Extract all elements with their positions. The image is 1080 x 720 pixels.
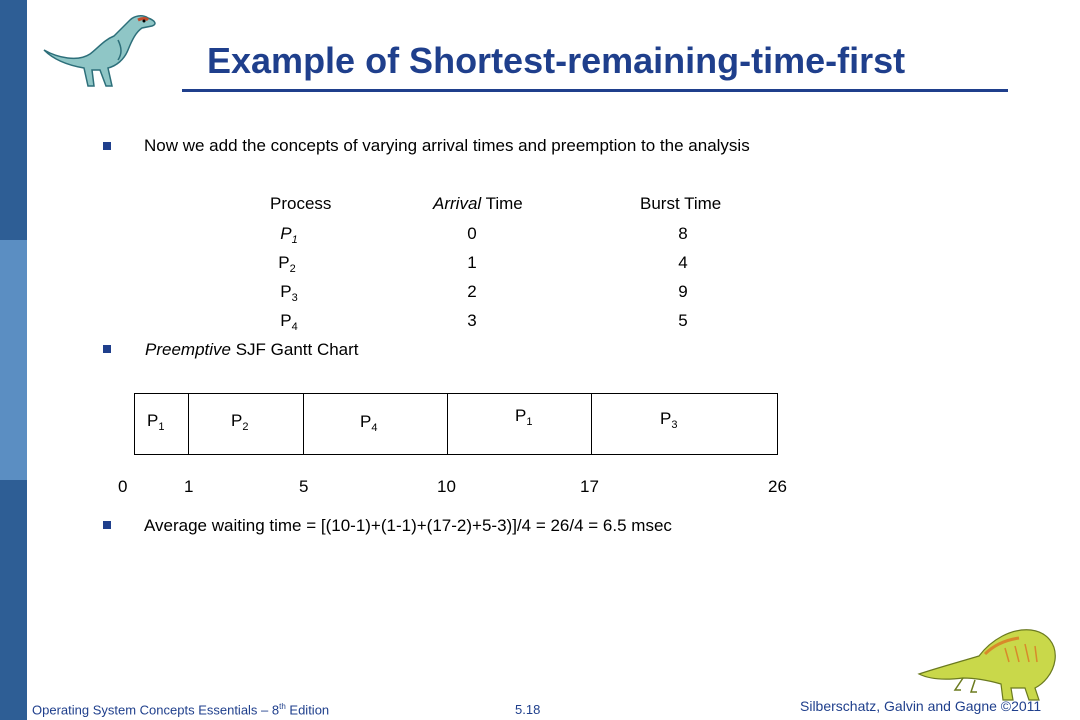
arrival-cell: 2 xyxy=(467,282,477,301)
gantt-divider xyxy=(303,393,304,455)
dinosaur-illustration-icon xyxy=(915,618,1063,702)
footer-copyright: Silberschatz, Galvin and Gagne ©2011 xyxy=(800,698,1042,714)
gantt-tick-label: 1 xyxy=(184,477,194,496)
gantt-tick-label: 17 xyxy=(580,477,599,496)
sidebar-segment-light xyxy=(0,240,27,480)
header-burst-time: Burst Time xyxy=(640,194,722,213)
header-arrival-italic: Arrival xyxy=(433,194,482,213)
arrival-cell: 0 xyxy=(467,224,477,243)
title-underline xyxy=(182,89,1008,92)
burst-cell: 9 xyxy=(678,282,688,301)
arrival-cell: 1 xyxy=(467,253,477,272)
process-cell: $P_1$ xyxy=(280,224,298,246)
gantt-divider xyxy=(447,393,448,455)
gantt-divider xyxy=(188,393,189,455)
gantt-segment-label: $P_1$ xyxy=(147,411,165,433)
header-process: Process xyxy=(270,194,332,213)
dinosaur-logo-icon xyxy=(38,6,164,90)
bullet-marker-1 xyxy=(103,142,111,150)
gantt-tick-label: 5 xyxy=(299,477,309,496)
gantt-segment-label: $P_2$ xyxy=(231,411,249,433)
bullet-marker-2 xyxy=(103,345,111,353)
burst-cell: 8 xyxy=(678,224,688,243)
burst-cell: 5 xyxy=(678,311,688,330)
gantt-tick-label: 0 xyxy=(118,477,128,496)
gantt-segment-label: $P_4$ xyxy=(360,412,378,434)
bullet-text-2 xyxy=(145,340,359,360)
gantt-caption: SJF Gantt Chart xyxy=(230,340,359,359)
sidebar-segment-dark xyxy=(0,0,27,240)
process-cell: $P_2$ xyxy=(278,253,296,275)
gantt-tick-label: 10 xyxy=(437,477,456,496)
preemptive-italic: Preemptive xyxy=(145,340,231,359)
gantt-divider xyxy=(591,393,592,455)
gantt-segment-label: $P_1$ xyxy=(515,406,533,428)
page-title: Example of Shortest-remaining-time-first xyxy=(207,40,906,81)
footer-book-title: Operating System Concepts Essentials – 8th Edition xyxy=(32,702,330,718)
bullet-text-1: Now we add the concepts of varying arrival times and preemption to the analysis xyxy=(144,136,750,155)
sidebar-segment-dark-bottom xyxy=(0,480,27,720)
gantt-segment-label: $P_3$ xyxy=(660,409,678,431)
bullet-marker-3 xyxy=(103,521,111,529)
process-cell: $P_3$ xyxy=(280,282,298,304)
gantt-chart xyxy=(134,393,778,455)
bullet-text-3: Average waiting time = [(10-1)+(1-1)+(17-2)+5-3)]/4 = 26/4 = 6.5 msec xyxy=(144,516,672,535)
burst-cell: 4 xyxy=(678,253,688,272)
header-arrival-rest: Time xyxy=(481,194,523,213)
header-arrival-time xyxy=(433,194,523,214)
gantt-tick-label: 26 xyxy=(768,477,787,496)
footer-slide-number: 5.18 xyxy=(515,702,541,717)
arrival-cell: 3 xyxy=(467,311,477,330)
sidebar-stripe xyxy=(0,0,27,720)
process-cell: $P_4$ xyxy=(280,311,298,333)
